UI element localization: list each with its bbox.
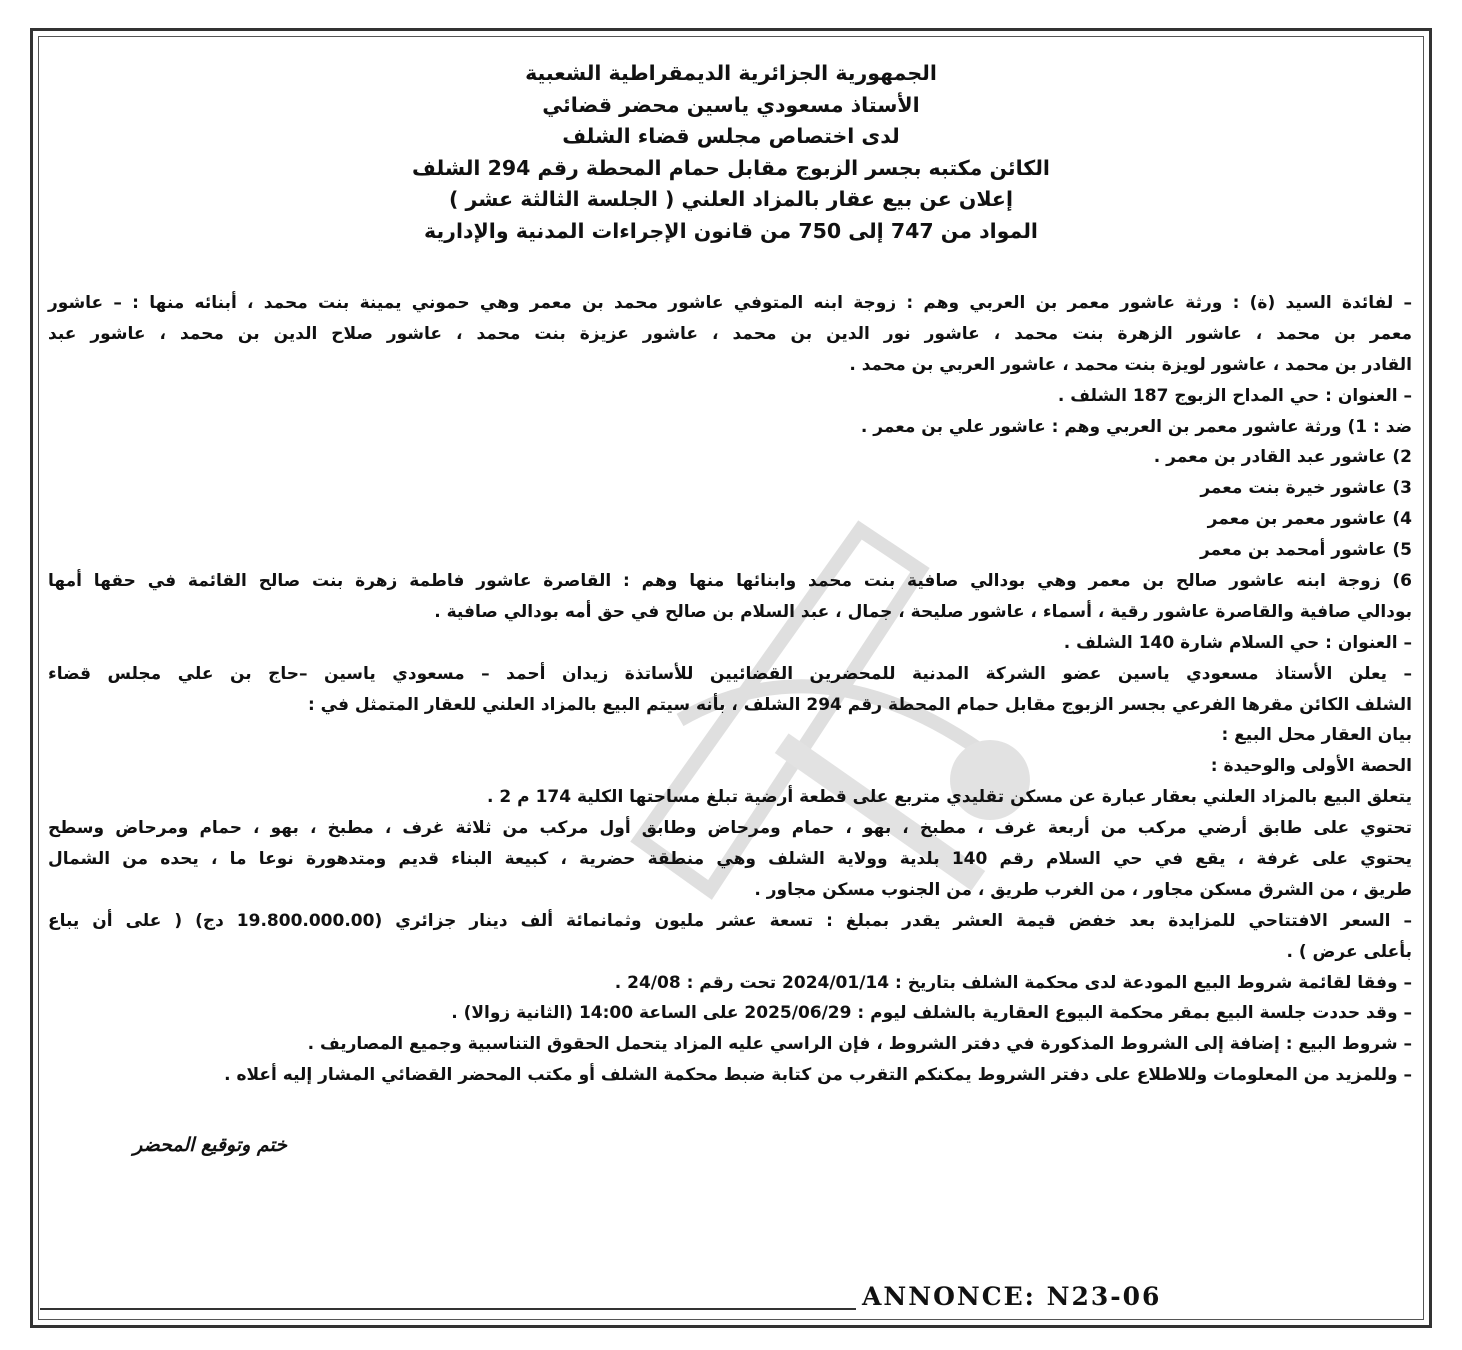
header-line-republic: الجمهورية الجزائرية الديمقراطية الشعبية [525, 61, 937, 85]
body-line: يحتوي على غرفة ، يقع في حي السلام رقم 140 بلدية وولاية الشلف وهي منطقة حضرية ، كبيعة البناء قديم ومتدهورة نوعا ما ، يحده من الشمال [48, 849, 1413, 870]
announcement-number: ANNONCE: N23-06 [856, 1282, 1167, 1311]
body-line: القادر بن محمد ، عاشور لويزة بنت محمد ، عاشور العربي بن محمد . [849, 354, 1412, 375]
body-line: – وللمزيد من المعلومات وللاطلاع على دفتر الشروط يمكنكم التقرب من كتابة ضبط محكمة الشلف أو مكتب المحضر القضائي المشار إليه أعلاه . [224, 1065, 1412, 1086]
body-line: – العنوان : حي السلام شارة 140 الشلف . [1063, 632, 1412, 653]
body-line: طريق ، من الشرق مسكن مجاور ، من الغرب طريق ، من الجنوب مسكن مجاور . [754, 879, 1412, 900]
body-line: يتعلق البيع بالمزاد العلني بعقار عبارة عن مسكن تقليدي متربع على قطعة أرضية تبلغ مساحتها الكلية 174 م 2 . [487, 787, 1412, 808]
body-line: – يعلن الأستاذ مسعودي ياسين عضو الشركة المدنية للمحضرين القضائيين للأساتذة زيدان أحمد – مسعودي ياسين –حاج بن علي مجلس قضاء [48, 663, 1412, 684]
notice-header [60, 58, 1402, 247]
body-line: بيان العقار محل البيع : [1221, 725, 1412, 746]
body-line: 6) زوجة ابنه عاشور صالح بن معمر وهي بودالي صافية بنت محمد وابنائها منها وهم : القاصرة عاشور فاطمة زهرة بنت صالح القائمة في حقها أمها [48, 571, 1412, 592]
body-line: – لفائدة السيد (ة) : ورثة عاشور معمر بن العربي وهم : زوجة ابنه المتوفي عاشور محمد بن معمر وهي حموني يمينة بنت محمد ، أبنائه منها : – عاشور [48, 293, 1412, 313]
header-line-office-address: الكائن مكتبه بجسر الزبوج مقابل حمام المحطة رقم 294 الشلف [412, 155, 1050, 180]
body-line: 3) عاشور خيرة بنت معمر [1200, 478, 1412, 499]
body-line: معمر بن محمد ، عاشور الزهرة بنت محمد ، عاشور نور الدين بن محمد ، عاشور عزيزة بنت محمد ، عاشور صلاح الدين بن محمد ، عاشور عبد [48, 323, 1412, 344]
header-line-jurisdiction: لدى اختصاص مجلس قضاء الشلف [562, 124, 900, 148]
body-line: – وقد حددت جلسة البيع بمقر محكمة البيوع العقارية بالشلف ليوم : 2025/06/29 على الساعة 14:00 (الثانية زوالا) . [451, 1003, 1412, 1024]
body-line: ضد : 1) ورثة عاشور معمر بن العربي وهم : عاشور علي بن معمر . [860, 416, 1412, 437]
body-line: – شروط البيع : إضافة إلى الشروط المذكورة في دفتر الشروط ، فإن الراسي عليه المزاد يتحمل الحقوق التناسبية وجميع المصاريف . [307, 1034, 1412, 1055]
header-line-bailiff: الأستاذ مسعودي ياسين محضر قضائي [542, 92, 920, 117]
body-line: 4) عاشور معمر بن معمر [1207, 509, 1412, 530]
header-line-legal-articles: المواد من 747 إلى 750 من قانون الإجراءات المدنية والإدارية [424, 218, 1038, 243]
announcement-rule [40, 1308, 860, 1310]
body-line: الحصة الأولى والوحيدة : [1210, 756, 1412, 777]
body-line: 2) عاشور عبد القادر بن معمر . [1153, 447, 1412, 468]
body-line: – العنوان : حي المداح الزبوج 187 الشلف . [1057, 385, 1412, 406]
body-line: – وفقا لقائمة شروط البيع المودعة لدى محكمة الشلف بتاريخ : 2024/01/14 تحت رقم : 24/08 . [614, 972, 1412, 993]
signature-caption: ختم وتوقيع المحضر [133, 1134, 287, 1156]
notice-body [48, 288, 1412, 1091]
body-line: بأعلى عرض ) . [1286, 941, 1412, 962]
body-line: تحتوي على طابق أرضي مركب من أربعة غرف ، مطبخ ، بهو ، حمام ومرحاض وطابق أول مركب من ثلاثة غرف ، مطبخ ، بهو ، حمام ومرحاض وسطح [48, 818, 1412, 839]
body-line: 5) عاشور أمحمد بن معمر [1199, 540, 1412, 561]
body-line: بودالي صافية والقاصرة عاشور رقية ، أسماء ، عاشور صليحة ، جمال ، عبد السلام بن صالح في حق أمه بودالي صافية . [434, 601, 1412, 622]
header-line-announcement-title: إعلان عن بيع عقار بالمزاد العلني ( الجلسة الثالثة عشر ) [449, 187, 1013, 211]
body-line: – السعر الافتتاحي للمزايدة بعد خفض قيمة العشر يقدر بمبلغ : تسعة عشر مليون وثمانمائة ألف دينار جزائري (19.800.000.00 دج) ( على أن يباع [48, 910, 1412, 931]
body-line: الشلف الكائن مقرها الفرعي بجسر الزبوج مقابل حمام المحطة رقم 294 الشلف ، بأنه سيتم البيع بالمزاد العلني للعقار المتمثل في : [307, 694, 1412, 715]
